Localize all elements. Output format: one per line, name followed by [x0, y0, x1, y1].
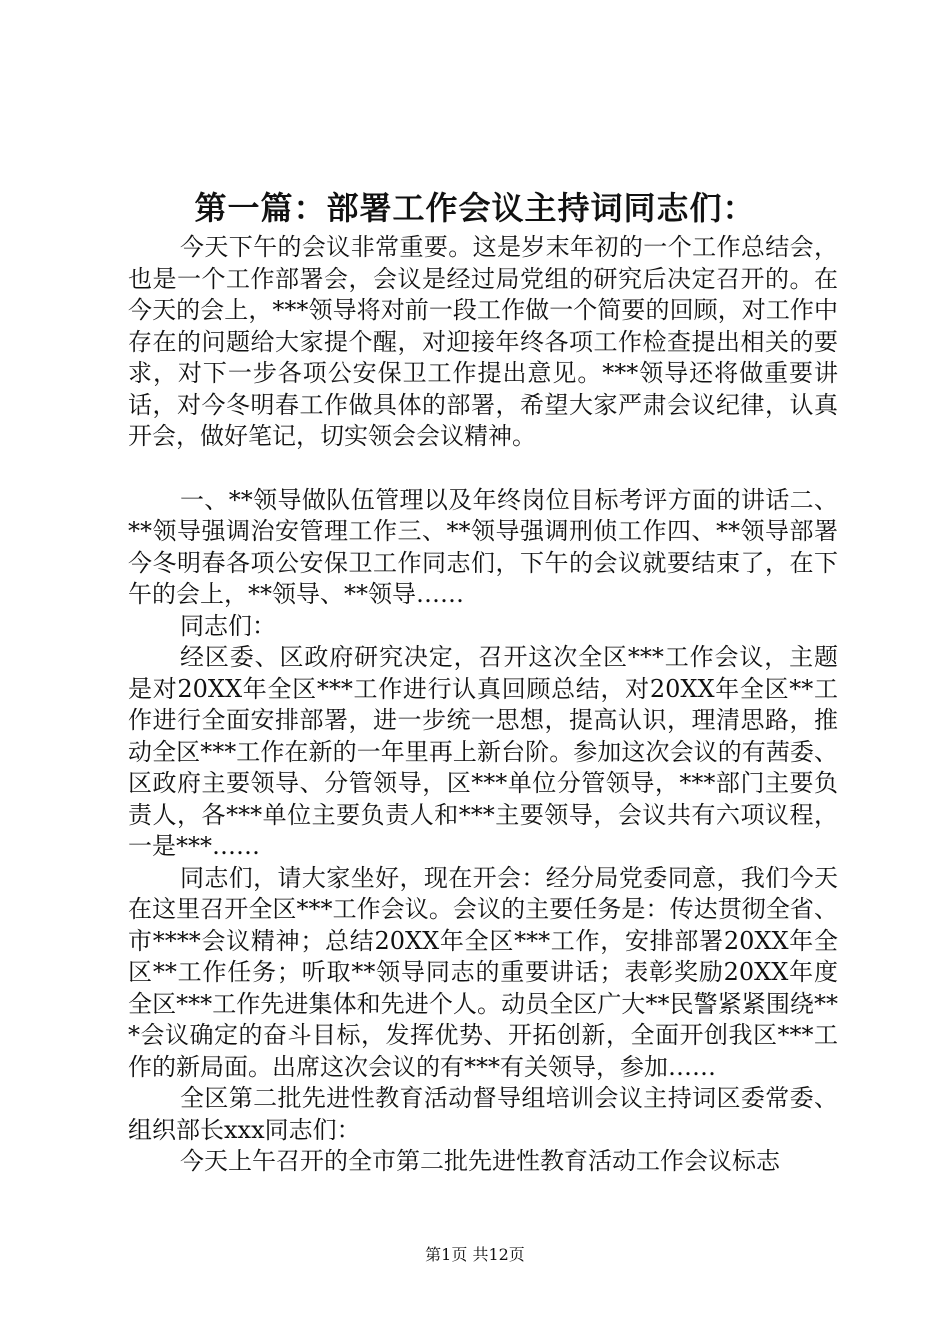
- page-footer: 第1页 共12页: [425, 1245, 525, 1264]
- paragraph: 今天上午召开的全市第二批先进性教育活动工作会议标志: [180, 1147, 780, 1175]
- paragraph-gap: [128, 453, 838, 485]
- paragraph: 经区委、区政府研究决定，召开这次全区***工作会议，主题是对20XX年全区***工作进行认真回顾总结，对20XX年全区**工作进行全面安排部署，进一步统一思想，提高认识，理清思路，推动全区***工作在新的一年里再上新台阶。参加这次会议的有茜委、区政府主要领导、分管领导，区***单位分管领导，***部门主要负责人，各***单位主要负责人和***主要领导，会议共有六项议程，一是***……: [128, 643, 838, 860]
- page-title: 第一篇：部署工作会议主持词同志们：: [194, 189, 756, 227]
- paragraph: 同志们，请大家坐好，现在开会：经分局党委同意，我们今天在这里召开全区***工作会议。会议的主要任务是：传达贯彻全省、市****会议精神；总结20XX年全区***工作，安排部署20XX年全区**工作任务；听取**领导同志的重要讲话；表彰奖励20XX年度全区***工作先进集体和先进个人。动员全区广大**民警紧紧围绕***会议确定的奋斗目标，发挥优势、开拓创新，全面开创我区***工作的新局面。出席这次会议的有***有关领导，参加……: [128, 863, 838, 1081]
- document-body: [128, 232, 838, 1178]
- paragraph: 一、**领导做队伍管理以及年终岗位目标考评方面的讲话二、**领导强调治安管理工作三、**领导强调刑侦工作四、**领导部署今冬明春各项公安保卫工作同志们，下午的会议就要结束了，在下午的会上，**领导、**领导……: [128, 485, 838, 608]
- paragraph: 同志们：: [180, 611, 276, 640]
- paragraph: 今天下午的会议非常重要。这是岁末年初的一个工作总结会，也是一个工作部署会，会议是经过局党组的研究后决定召开的。在今天的会上，***领导将对前一段工作做一个简要的回顾，对工作中存在的问题给大家提个醒，对迎接年终各项工作检查提出相关的要求，对下一步各项公安保卫工作提出意见。***领导还将做重要讲话，对今冬明春工作做具体的部署，希望大家严肃会议纪律，认真开会，做好笔记，切实领会会议精神。: [128, 233, 838, 450]
- paragraph: 全区第二批先进性教育活动督导组培训会议主持词区委常委、组织部长xxx同志们：: [128, 1084, 838, 1144]
